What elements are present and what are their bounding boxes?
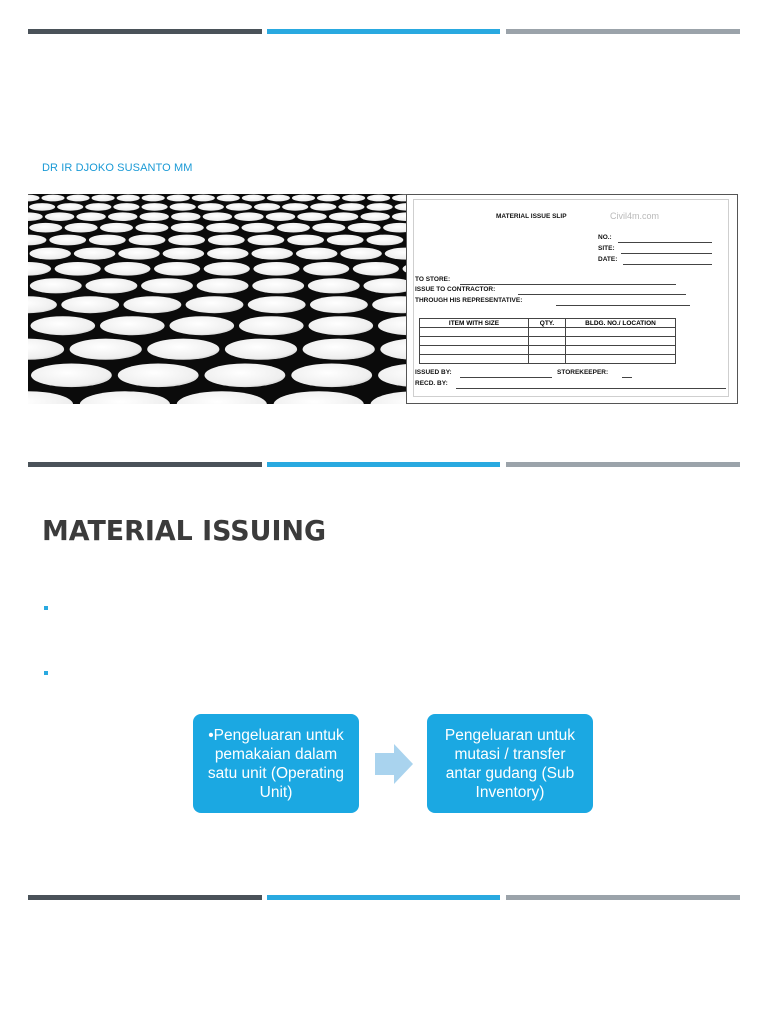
disc [28,195,40,202]
disc [171,223,204,233]
disc [217,195,240,202]
disc [287,235,324,246]
author-name: DR IR DJOKO SUSANTO MM [42,162,193,174]
flow-box-sub-inventory: Pengeluaran untuk mutasi / transfer antar gudang (Sub Inventory) [427,714,593,813]
disc [310,296,368,313]
disc [367,203,393,211]
middle-bar-blue [267,462,500,467]
slip-to-store: TO STORE: [415,276,451,283]
slip-cell [420,346,529,355]
disc [31,316,96,335]
disc [129,235,166,246]
disc [186,296,244,313]
disc [234,212,263,221]
disc [253,262,299,276]
disc [297,212,326,221]
disc [49,235,86,246]
slip-to-store-line [460,284,676,285]
disc [342,195,365,202]
disc [89,235,126,246]
disc [154,262,200,276]
disc [55,262,101,276]
disc [118,248,159,260]
slip-through-rep: THROUGH HIS REPRESENTATIVE: [415,297,523,304]
slip-cell [529,355,566,364]
disc [380,339,406,360]
disc [367,235,404,246]
disc [57,203,83,211]
disc-pattern-svg [28,194,406,404]
disc [248,235,285,246]
slip-rep-line [556,305,690,306]
disc [147,339,219,360]
disc [303,339,375,360]
disc [248,296,306,313]
slip-issue-to-contractor: ISSUE TO CONTRACTOR: [415,286,496,293]
disc [317,195,340,202]
bullet-marker-1 [44,606,48,610]
disc [197,278,249,293]
disc [274,391,364,404]
slide-title: MATERIAL ISSUING [42,514,327,547]
slip-date-label: DATE: [598,256,618,263]
top-bar-blue [267,29,500,34]
disc [85,203,111,211]
disc [353,262,399,276]
disc [100,223,133,233]
disc [167,195,190,202]
disc [207,248,248,260]
disc [340,248,381,260]
disc [86,278,138,293]
disc [392,195,406,202]
disc [208,235,245,246]
slip-issued-by: ISSUED BY: [415,369,452,376]
slip-recd-by: RECD. BY: [415,380,448,387]
disc [378,316,406,335]
slip-storekeeper-line [622,377,632,378]
disc [198,203,224,211]
disc [204,262,250,276]
disc [142,195,165,202]
slip-issued-by-line [460,377,552,378]
disc [206,223,239,233]
disc [282,203,308,211]
disc [242,223,275,233]
slip-site-label: SITE: [598,245,615,252]
disc [45,212,74,221]
right-arrow-icon [375,744,413,784]
slip-table-row [420,328,676,337]
bottom-bar-blue [267,895,500,900]
disc [329,212,358,221]
disc [100,316,165,335]
slip-table-row [420,346,676,355]
disc [142,203,168,211]
disc [65,223,98,233]
slip-cell [566,346,676,355]
disc [226,203,252,211]
disc [266,212,295,221]
slip-cell [566,355,676,364]
disc [28,262,51,276]
disc [70,339,142,360]
slip-date-line [623,264,712,265]
disc [168,235,205,246]
slip-contractor-line [518,294,686,295]
disc [29,203,55,211]
disc [392,212,406,221]
slip-no-line [618,242,712,243]
disc [177,391,267,404]
disc [267,195,290,202]
disc-pattern-image [28,194,406,404]
slip-table-header-row [420,319,676,328]
disc [171,212,200,221]
disc [28,339,64,360]
disc [67,195,90,202]
disc [28,212,43,221]
disc [338,203,364,211]
slip-table-row [420,337,676,346]
disc [239,316,304,335]
disc [74,248,115,260]
disc [371,391,407,404]
disc [292,195,315,202]
disc [61,296,119,313]
disc [113,203,139,211]
slip-watermark: Civil4m.com [610,211,660,221]
slip-cell [566,337,676,346]
disc [76,212,105,221]
top-bar-dark [28,29,262,34]
disc [28,235,46,246]
disc [30,248,71,260]
slip-col-qty: QTY. [529,319,566,328]
slip-table-row [420,355,676,364]
disc [30,278,82,293]
disc [378,364,406,388]
disc [92,195,115,202]
disc [108,212,137,221]
disc [252,248,293,260]
slip-cell [420,337,529,346]
disc [361,212,390,221]
disc [309,316,374,335]
disc [367,195,390,202]
slip-cell [566,328,676,337]
disc [291,364,372,388]
slip-cell [529,346,566,355]
disc [296,248,337,260]
disc [327,235,364,246]
disc [252,278,304,293]
disc [124,296,182,313]
disc [31,364,112,388]
slip-cell [529,337,566,346]
disc [254,203,280,211]
disc [29,223,62,233]
disc [135,223,168,233]
disc [242,195,265,202]
bottom-bar-dark [28,895,262,900]
disc [277,223,310,233]
disc [28,296,57,313]
disc [117,195,140,202]
slip-items-table [419,318,676,364]
top-bar-gray [506,29,740,34]
disc [28,391,73,404]
slip-col-location: BLDG. NO./ LOCATION [566,319,676,328]
disc [383,223,406,233]
disc [80,391,170,404]
disc [118,364,199,388]
slip-col-item: ITEM WITH SIZE [420,319,529,328]
disc [205,364,286,388]
disc [364,278,407,293]
disc [104,262,150,276]
disc [225,339,297,360]
slip-recd-by-line [456,388,726,389]
disc [141,278,193,293]
material-issue-slip-image [406,194,738,404]
flow-box-operating-unit: •Pengeluaran untuk pemakaian dalam satu unit (Operating Unit) [193,714,359,813]
disc [310,203,336,211]
disc [170,316,235,335]
disc [203,212,232,221]
slip-site-line [621,253,712,254]
slip-title: MATERIAL ISSUE SLIP [496,213,567,220]
slip-storekeeper: STOREKEEPER: [557,369,609,376]
disc [140,212,169,221]
disc [348,223,381,233]
disc [385,248,406,260]
disc [41,195,64,202]
disc [395,203,406,211]
disc [170,203,196,211]
disc [303,262,349,276]
disc [312,223,345,233]
middle-bar-gray [506,462,740,467]
middle-bar-dark [28,462,262,467]
bottom-bar-gray [506,895,740,900]
disc [192,195,215,202]
disc [372,296,406,313]
slip-frame [413,199,729,397]
slip-no-label: NO.: [598,234,612,241]
disc [308,278,360,293]
slip-cell [420,355,529,364]
slip-cell [420,328,529,337]
bullet-marker-2 [44,671,48,675]
slip-cell [529,328,566,337]
disc [163,248,204,260]
